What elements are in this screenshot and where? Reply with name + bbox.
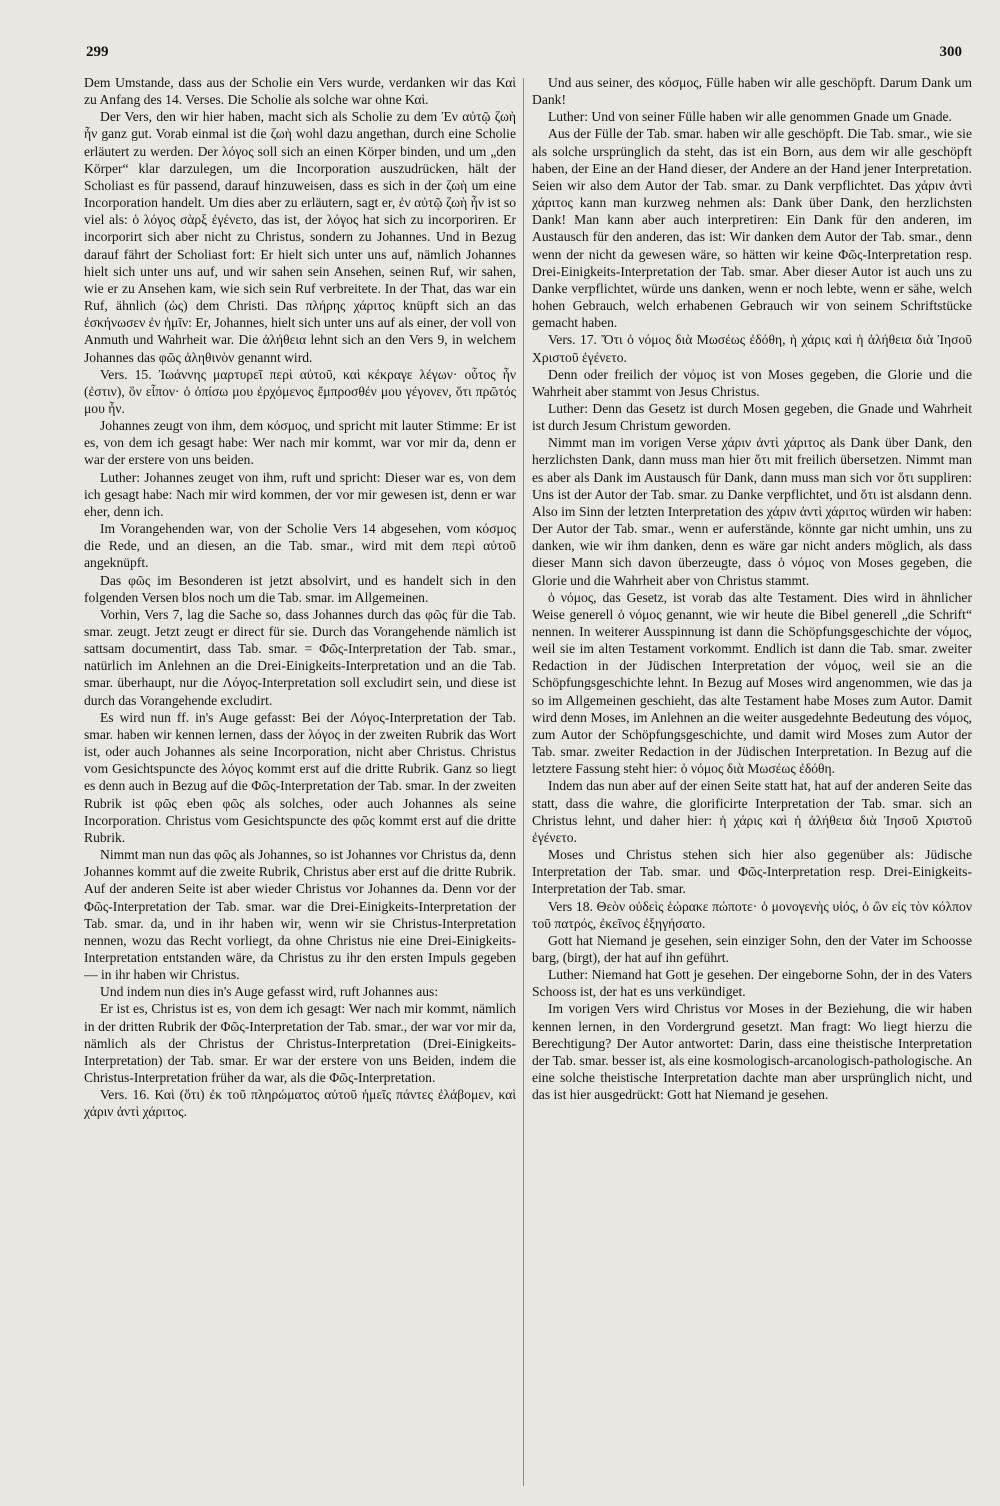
right-text-column [532,74,972,1494]
paragraph: Vorhin, Vers 7, lag die Sache so, dass Johannes durch das φῶς für die Tab. smar. zeugt. Jetzt zeugt er direct für sie. Durch das Vorangehende nämlich ist sattsam documentirt, dass Tab. smar. = Φῶς-Interpretation der Tab. smar., natürlich im Anlehnen an die Drei-Einigkeits-Interpretation und an die Tab. smar. überhaupt, nur die Λόγος-Interpretation soll excludirt sein, und diese ist durch das Vorangehende excludirt. [84,606,516,708]
paragraph: Nimmt man nun das φῶς als Johannes, so ist Johannes vor Christus da, denn Johannes kommt auf die zweite Rubrik, Christus aber erst auf die dritte Rubrik. Auf der anderen Seite ist aber wieder Christus vor Johannes da. Denn vor der Φῶς-Interpretation der Tab. smar. war die Drei-Einigkeits-Interpretation der Tab. smar. da, und in ihr haben wir, wenn wir sie Christus-Interpretation nennen, wozu das Recht vorliegt, da ohne Christus nie eine Drei-Einigkeits-Interpretation entstanden wäre, da Christus zu ihr den ersten Impuls gegeben — in ihr haben wir Christus. [84,847,516,983]
paragraph: Im vorigen Vers wird Christus vor Moses in der Beziehung, die wir haben kennen lernen, in den Vordergrund gesetzt. Man fragt: Wo liegt hierzu die Berechtigung? Der Autor antwortet: Darin, dass eine theistische Interpretation der Tab. smar. besser ist, als eine kosmologisch-arcanologisch-pathologische. An eine solche theistische Interpretation dachte man aber ursprünglich nicht, und das ist hier ausgedrückt: Gott hat Niemand je gesehen. [532,1001,972,1103]
paragraph: Luther: Johannes zeuget von ihm, ruft und spricht: Dieser war es, von dem ich gesagt habe: Nach mir wird kommen, der vor mir gewesen ist, denn er war eher, denn ich. [84,469,516,519]
paragraph: Und indem nun dies in's Auge gefasst wird, ruft Johannes aus: [100,984,439,1000]
paragraph: Luther: Denn das Gesetz ist durch Mosen gegeben, die Gnade und Wahrheit ist durch Jesum Christum geworden. [532,400,972,434]
paragraph: Indem das nun aber auf der einen Seite statt hat, hat auf der anderen Seite das statt, dass die wahre, die glorificirte Interpretation der Tab. smar. sich an Christus lehnt, und daher hier: ἡ χάρις καὶ ἡ ἀλήθεια διὰ Ἰησοῦ Χριστοῦ ἐγένετο. [532,778,972,845]
paragraph: Aus der Fülle der Tab. smar. haben wir alle geschöpft. Die Tab. smar., wie sie als solche ursprünglich da steht, das ist ein Born, aus dem wir alle geschöpft haben, der Eine an der Hand dieser, der Andere an der Hand jener Interpretation. Seien wir also dem Autor der Tab. smar. zu Dank verpflichtet. Das χάριν ἀντὶ χάριτος kann man kurzweg nehmen als: Dank über Dank, den herzlichsten Dank! Man kann aber auch interpretiren: Ein Dank für den anderen, im Austausch für den anderen, das ist: Wir danken dem Autor der Tab. smar., denn wenn der nicht da gewesen wäre, so hätten wir keine Φῶς-Interpretation resp. Drei-Einigkeits-Interpretation der Tab. smar. Aber dieser Autor ist auch uns zu Danke verpflichtet, würde uns danken, wenn er noch lebte, wenn er sähe, welch hohen Gebrauch, welch erhabenen Gebrauch wir von seinem Schriftstücke gemacht haben. [532,126,972,331]
page-number-right: 300 [939,44,962,60]
paragraph: Dem Umstande, dass aus der Scholie ein Vers wurde, verdanken wir das Καὶ zu Anfang des 14. Verses. Die Scholie als solche war ohne Καὶ. [84,75,516,108]
paragraph: Der Vers, den wir hier haben, macht sich als Scholie zu dem Ἐν αὐτῷ ζωὴ ἦν ganz gut. Vorab einmal ist die ζωὴ wohl dazu angethan, durch eine Scholie erläutert zu werden. Der λόγος soll sich an einen Körper binden, und um „den Körper“ klar darzulegen, um die Incorporation auszudrücken, hält der Scholiast es für passend, darauf hinzuweisen, dass es sich in der ζωὴ um eine Incorporation handelt. Um dies aber zu erläutern, sagt er, ἐν αὐτῷ ζωὴ ἦν ist so viel als: ὁ λόγος σὰρξ ἐγένετο, das ist, der λόγος hat sich zu incorporiren. Er incorporirt sich aber nicht zu Christus, sondern zu Johannes. Und in Bezug darauf fährt der Scholiast fort: Er hielt sich unter uns auf, nämlich Johannes hielt sich unter uns auf, und wir sahen sein Ansehen, seinen Ruf, wir sahen, wie er zu Ansehen kam, wie sich sein Ruf verbreitete. In der That, das war ein Ruf, ähnlich (ὡς) dem Christi. Das πλήρης χάριτος knüpft sich an das ἐσκήνωσεν ἐν ἡμῖν: Er, Johannes, hielt sich unter uns auf als einer, der voll von Anmuth und Wahrheit war. Die ἀλήθεια lehnt sich an den Vers 9, in welchem Johannes das φῶς ἀληθινὸν genannt wird. [84,109,516,365]
paragraph: Er ist es, Christus ist es, von dem ich gesagt: Wer nach mir kommt, nämlich in der dritten Rubrik der Φῶς-Interpretation der Tab. smar., der war vor mir da, nämlich als der Christus der Christus-Interpretation (Drei-Einigkeits-Interpretation) der Tab. smar. Er war der erstere von uns Beiden, indem die Christus-Interpretation früher da war, als die Φῶς-Interpretation. [84,1001,516,1086]
paragraph: Johannes zeugt von ihm, dem κόσμος, und spricht mit lauter Stimme: Er ist es, von dem ich gesagt habe: Wer nach mir kommt, war vor mir da, denn er war der erstere von uns beiden. [84,418,516,468]
paragraph: Vers. 16. Καὶ (ὅτι) ἐκ τοῦ πληρώματος αὐτοῦ ἡμεῖς πάντες ἐλάβομεν, καὶ χάριν ἀντὶ χάριτος. [84,1087,516,1120]
paragraph: Vers. 17. Ὅτι ὁ νόμος διὰ Μωσέως ἐδόθη, ἡ χάρις καὶ ἡ ἀλήθεια διὰ Ἰησοῦ Χριστοῦ ἐγένετο. [532,332,972,365]
paragraph: ὁ νόμος, das Gesetz, ist vorab das alte Testament. Dies wird in ähnlicher Weise generell ὁ νόμος genannt, wie wir heute die Bibel generell „die Schrift“ nennen. In weiterer Ausspinnung ist dann die Schöpfungsgeschichte der νόμος, weil sie im alten Testament vorkommt. Endlich ist dann die Tab. smar. zweiter Redaction in der Jüdischen Interpretation der νόμος, weil sie an die Schöpfungsgeschichte lehnt. In Bezug auf Moses wird angenommen, wie das ja so im Allgemeinen geschieht, das alte Testament habe Moses zum Autor. Damit wird denn Moses, im Anlehnen an die weiter ausgedehnte Bedeutung des νόμος, zum Autor der Schöpfungsgeschichte, und damit wird Moses zum Autor der Tab. smar. zweiter Redaction in der Jüdischen Interpretation. In Bezug auf die letztere Fassung steht hier: ὁ νόμος διὰ Μωσέως ἐδόθη. [532,589,972,777]
paragraph: Moses und Christus stehen sich hier also gegenüber als: Jüdische Interpretation der Tab. smar. und Φῶς-Interpretation resp. Drei-Einigkeits-Interpretation der Tab. smar. [532,847,972,897]
paragraph: Und aus seiner, des κόσμος, Fülle haben wir alle geschöpft. Darum Dank um Dank! [532,75,972,108]
paragraph: Vers 18. Θεὸν οὐδεὶς ἑώρακε πώποτε· ὁ μονογενὴς υἱός, ὁ ὢν εἰς τὸν κόλπον τοῦ πατρός, ἐκεῖνος ἐξηγήσατο. [532,898,972,931]
column-divider [523,78,524,1486]
paragraph: Gott hat Niemand je gesehen, sein einziger Sohn, den der Vater im Schoosse barg, (birgt), der hat auf ihn geführt. [532,932,972,965]
paragraph: Das φῶς im Besonderen ist jetzt absolvirt, und es handelt sich in den folgenden Versen blos noch um die Tab. smar. im Allgemeinen. [84,572,516,605]
paragraph: Luther: Und von seiner Fülle haben wir alle genommen Gnade um Gnade. [548,109,952,125]
paragraph: Denn oder freilich der νόμος ist von Moses gegeben, die Glorie und die Wahrheit aber stammt von Jesus Christus. [532,366,972,399]
page-number-left: 299 [86,44,109,60]
paragraph: Im Vorangehenden war, von der Scholie Vers 14 abgesehen, vom κόσμος die Rede, und an diesen, an die Tab. smar., wird mit dem περὶ αὐτοῦ angeknüpft. [84,521,516,571]
paragraph: Luther: Niemand hat Gott je gesehen. Der eingeborne Sohn, der in des Vaters Schooss ist, der hat es uns verkündiget. [532,967,972,1000]
paragraph: Vers. 15. Ἰωάννης μαρτυρεῖ περὶ αὐτοῦ, καὶ κέκραγε λέγων· οὗτος ἦν (ἐστιν), ὃν εἶπον· ὁ ὀπίσω μου ἐρχόμενος ἔμπροσθέν μου γέγονεν, ὅτι πρῶτός μου ἦν. [84,366,516,416]
paragraph: Nimmt man im vorigen Verse χάριν ἀντὶ χάριτος als Dank über Dank, den herzlichsten Dank, dann muss man hier ὅτι mit freilich übersetzen. Nimmt man es aber als Dank im Austausch für Dank, dann muss man sich vor ὅτι suppliren: Uns ist der Autor der Tab. smar. zu Danke verpflichtet, und ὅτι ist alsdann denn. Also im Sinn der letzten Interpretation des χάριν ἀντὶ χάριτος würden wir haben: Der Autor der Tab. smar., wenn er auferstände, könnte gar nicht umhin, uns zu danken, wie wir ihm danken, denn es wäre gar nicht anders möglich, als dass dieser Mann sich davon überzeugte, dass ὁ νόμος von Moses gegeben, die Glorie und die Wahrheit aber von Christus stammt. [532,435,972,588]
left-text-column [84,74,516,1494]
paragraph: Es wird nun ff. in's Auge gefasst: Bei der Λόγος-Interpretation der Tab. smar. haben wir kennen lernen, dass der λόγος in der zweiten Rubrik das Wort ist, oder auch Johannes als seine Incorporation, nicht aber Christus. Christus vom Gesichtspuncte des λόγος kommt erst auf die dritte Rubrik. Ganz so liegt es denn auch in Bezug auf die Φῶς-Interpretation der Tab. smar. In der zweiten Rubrik ist φῶς eben φῶς als solches, oder auch Johannes als seine Incorporation. Christus vom Gesichtspuncte des φῶς kommt erst auf die dritte Rubrik. [84,709,516,845]
